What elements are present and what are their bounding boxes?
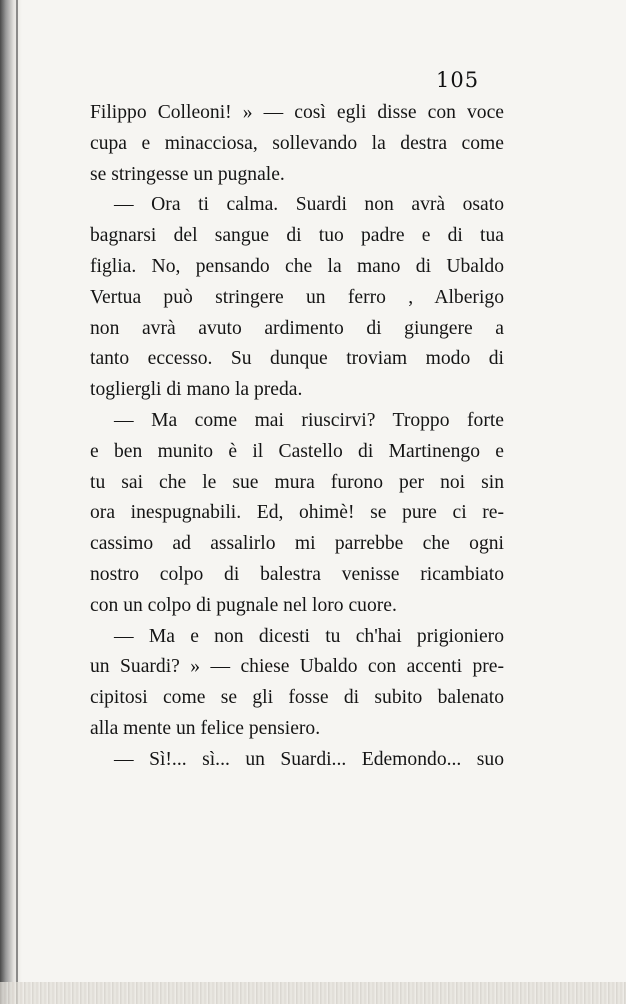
text-line: — Sì!... sì... un Suardi... Edemondo... suo [114, 748, 504, 770]
text-line: — Ora ti calma. Suardi non avrà osato [114, 194, 504, 216]
text-line: cipitosi come se gli fosse di subito balenato [90, 687, 504, 709]
text-line: tu sai che le sue mura furono per noi sin [90, 471, 504, 493]
text-line: Vertua può stringere un ferro , Alberigo [90, 286, 504, 308]
binding-edge [16, 0, 18, 1004]
text-line: Filippo Colleoni! » — così egli disse con voce [90, 102, 504, 123]
text-line: cassimo ad assalirlo mi parrebbe che ogni [90, 533, 504, 555]
text-line: e ben munito è il Castello di Martinengo e [90, 440, 504, 462]
text-line: tanto eccesso. Su dunque troviam modo di [90, 348, 504, 370]
text-line: — Ma e non dicesti tu ch'hai prigioniero [114, 625, 504, 647]
text-line: nostro colpo di balestra venisse ricambiato [90, 563, 504, 585]
text-line: togliergli di mano la preda. [90, 379, 303, 401]
text-line: figlia. No, pensando che la mano di Ubaldo [90, 255, 504, 277]
text-line: con un colpo di pugnale nel loro cuore. [90, 594, 397, 616]
page-number: 105 [436, 68, 480, 92]
text-line: se stringesse un pugnale. [90, 163, 285, 185]
text-line: bagnarsi del sangue di tuo padre e di tua [90, 225, 504, 247]
body-text [90, 98, 504, 776]
text-line: alla mente un felice pensiero. [90, 717, 321, 739]
text-line: cupa e minacciosa, sollevando la destra come [90, 132, 504, 154]
text-line: un Suardi? » — chiese Ubaldo con accenti pre- [90, 656, 504, 678]
page-gutter-shadow [0, 0, 22, 1004]
text-line: non avrà avuto ardimento di giungere a [90, 317, 504, 339]
text-line: — Ma come mai riuscirvi? Troppo forte [114, 409, 504, 431]
page-bottom-edge [0, 982, 626, 1004]
text-line: ora inespugnabili. Ed, ohimè! se pure ci re- [90, 502, 504, 524]
